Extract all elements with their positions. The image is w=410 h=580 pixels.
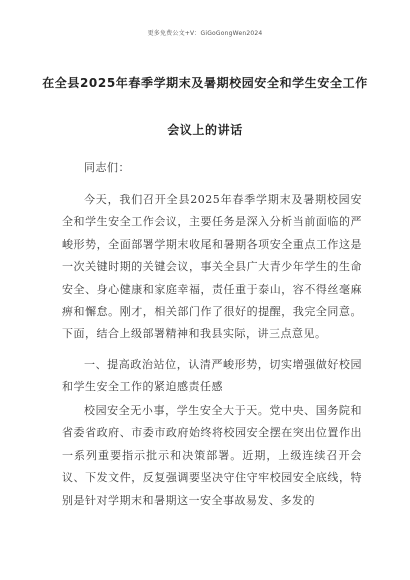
body-paragraph-opening: 今天，我们召开全县2025年春季学期末及暑期校园安全和学生安全工作会议，主要任务是深入分析当前面临的严峻形势，全面部署学期末收尾和暑期各项安全重点工作这是一次关键时期的关键会议，事关全县广大青少年学生的生命安全、身心健康和家庭幸福，责任重于泰山，容不得丝毫麻痹和懈怠。刚才，相关部门作了很好的提醒，我完全同意。下面，结合上级部署精神和我县实际，讲三点意见。 — [62, 193, 362, 341]
document-title-line-1: 在全县2025年春季学期末及暑期校园安全和学生安全工作 — [42, 76, 368, 90]
section-heading-1: 一、提高政治站位，认清严峻形势，切实增强做好校园和学生安全工作的紧迫感责任感 — [62, 358, 362, 394]
header-note: 更多免费公文+V：GiGoGongWen2024 — [147, 30, 263, 37]
salutation: 同志们： — [84, 161, 130, 174]
document-title-line-2: 会议上的讲话 — [167, 123, 243, 137]
body-paragraph-section-1: 校园安全无小事，学生安全大于天。党中央、国务院和省委省政府、市委市政府始终将校园安全摆在突出位置作出一系列重要指示批示和决策部署。近期，上级连续召开会议、下发文件，反复强调要坚决守住守牢校园安全底线，特别是针对学期末和暑期这一安全事故易发、多发的 — [62, 404, 362, 507]
